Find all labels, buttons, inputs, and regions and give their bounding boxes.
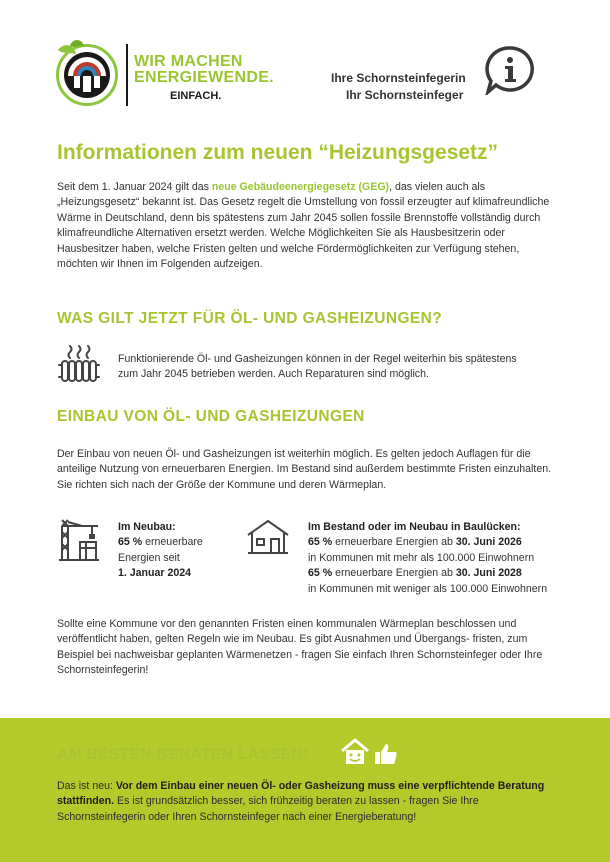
neubau-heading: Im Neubau: xyxy=(118,521,176,533)
bestand-heading: Im Bestand oder im Neubau in Baulücken: xyxy=(308,521,521,533)
section2-closing: Sollte eine Kommune vor den genannten Fristen einen kommunalen Wärmeplan beschlossen und veröffentlicht haben, gelten Regeln wie im Neubau. Es gibt Ausnahmen und Übergangs- fristen, zum Beispiel bei nachweisbar geplanten Wärmenetzen - fragen Sie einfach Ihren Schornsteinfeger oder Ihre Schornsteinfegerin! xyxy=(57,618,543,677)
intro-paragraph: Seit dem 1. Januar 2024 gilt das neue Gebäudeenergiegesetz (GEG), das vielen auch als „Heizungsgesetz“ bekannt ist. Das Gesetz regelt die Umstellung von fossil erzeugter auf klimafreundliche Wärme in Deutschland, denn bis spätestens zum Jahr 2045 sollen fossile Brennstoffe vollständig durch klimafreundliche Alternativen ersetzt werden. Welche Möglichkeiten Sie als Hausbesitzerin oder Hausbesitzer haben, welche Fristen gelten und welche Fördermöglichkeiten zur Verfügung stehen, möchten wir Ihnen im Folgenden aufzeigen. xyxy=(57,181,550,271)
bestand-large-communes: in Kommunen mit mehr als 100.000 Einwohnern xyxy=(308,551,535,564)
footer-bold-note: Vor dem Einbau einer neuen Öl- oder Gasheizung muss eine verpflichtende Beratung stattfinden. xyxy=(57,780,545,808)
house-icon xyxy=(246,519,290,555)
smiling-house-icon xyxy=(340,738,370,766)
neubau-date: 1. Januar 2024 xyxy=(118,567,192,580)
brand-line-2: ENERGIEWENDE. xyxy=(134,69,274,86)
footer-text: Das ist neu: Vor dem Einbau einer neuen Öl- oder Gasheizung muss eine verpflichtende Beratung stattfinden. Es ist grundsätzlich besser, sich frühzeitig beraten zu lassen - fragen Sie Ihre Schornsteinfegerin oder Ihren Schornsteinfeger nach einer Energieberatung! xyxy=(57,780,545,823)
crane-icon xyxy=(58,516,100,562)
section-heading-installation: EINBAU VON ÖL- UND GASHEIZUNGEN xyxy=(57,408,365,425)
radiator-icon xyxy=(58,344,100,384)
brand-line-3: EINFACH. xyxy=(170,90,222,102)
section2-text: Der Einbau von neuen Öl- und Gasheizungen ist weiterhin möglich. Es gelten jedoch Auflagen für die anteilige Nutzung von erneuerbaren Energien. Im Bestand sind außerdem bestimmte Fristen einzuhalten. Sie richten sich nach der Größe der Kommune und deren Wärmeplan. xyxy=(57,448,552,491)
bestand-info: Im Bestand oder im Neubau in Baulücken: 65 % erneuerbare Energien ab 30. Juni 2026 in Kommunen mit mehr als 100.000 Einwohnern 65 % erneuerbare Energien ab 30. Juni 2028 in Kommunen mit weniger als 100.000 Einwohnern xyxy=(308,520,578,597)
logo-divider xyxy=(126,44,128,106)
brand-line-1: WIR MACHEN xyxy=(134,53,243,70)
contact-line-2: Ihr Schornsteinfeger xyxy=(346,88,464,102)
deadline-2026: 30. Juni 2026 xyxy=(455,536,522,549)
page-title: Informationen zum neuen “Heizungsgesetz” xyxy=(57,141,499,164)
neubau-info: Im Neubau: 65 % erneuerbare Energien seit 1. Januar 2024 xyxy=(118,520,228,582)
neubau-percent: 65 % xyxy=(118,536,143,549)
contact-line-1: Ihre Schornsteinfegerin xyxy=(331,71,466,85)
deadline-2028: 30. Juni 2028 xyxy=(455,567,522,580)
section1-text: Funktionierende Öl- und Gasheizungen können in der Regel weiterhin bis spätestens zum Jahr 2045 betrieben werden. Auch Reparaturen sind möglich. xyxy=(118,353,517,381)
section-heading-oil-gas: WAS GILT JETZT FÜR ÖL- UND GASHEIZUNGEN? xyxy=(57,310,443,327)
footer-heading: AM BESTEN BERATEN LASSEN! xyxy=(57,746,309,763)
info-speech-bubble-icon xyxy=(484,45,536,95)
chimney-sweep-logo-icon xyxy=(50,36,124,112)
bestand-small-communes: in Kommunen mit weniger als 100.000 Einwohnern xyxy=(308,582,548,595)
thumbs-up-icon xyxy=(374,742,398,766)
law-highlight: neue Gebäudeenergiegesetz (GEG) xyxy=(211,181,390,193)
